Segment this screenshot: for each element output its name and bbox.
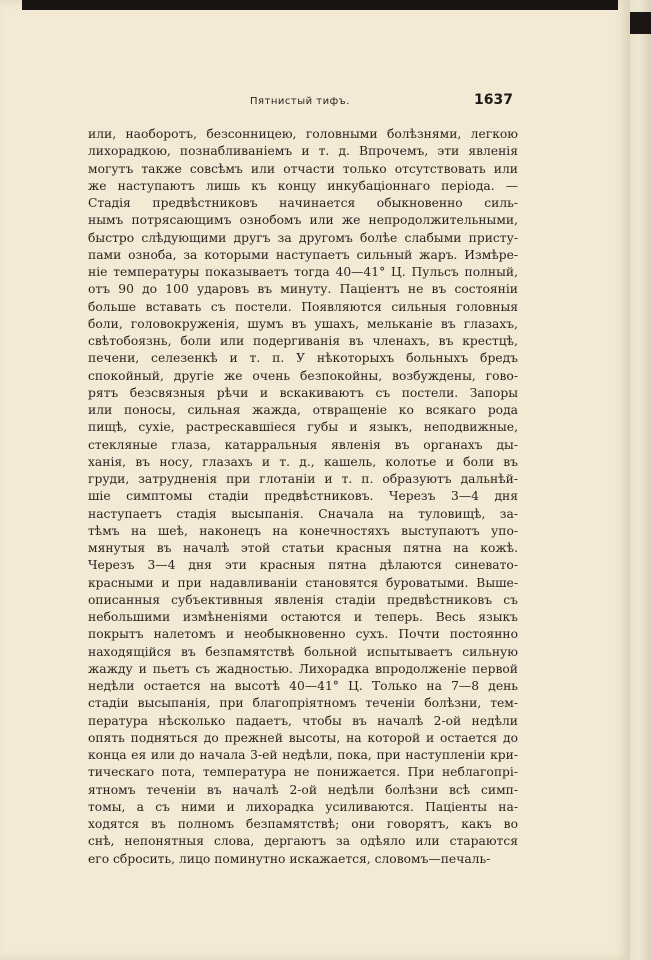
text-line: быстро слѣдующими другъ за другомъ болѣе слабыми присту-	[88, 230, 518, 245]
text-line: шіе симптомы стадіи предвѣстниковъ. Черезъ 3—4 дня	[88, 489, 518, 504]
text-line: небольшими измѣненіями остаются и теперь. Весь языкъ	[88, 610, 518, 624]
text-line: нымъ потрясающимъ ознобомъ или же непродолжительными,	[88, 213, 518, 228]
scan-top-shadow	[22, 0, 618, 10]
running-title: Пятнистый тифъ.	[250, 96, 350, 107]
text-line: тѣмъ на шеѣ, наконецъ на конечностяхъ выступаютъ упо-	[88, 523, 518, 538]
text-line: снѣ, непонятныя слова, дергаютъ за одѣяло или стараются	[88, 834, 518, 849]
text-line: свѣтобоязнь, боли или подергиванія въ членахъ, въ крестцѣ,	[88, 334, 518, 348]
text-line: стекляные глаза, катарральныя явленія въ органахъ ды-	[88, 437, 518, 452]
text-line: опять подняться до прежней высоты, на которой и остается до	[88, 730, 518, 745]
text-line: или поносы, сильная жажда, отвращеніе ко всякаго рода	[88, 403, 518, 417]
text-line: ятномъ теченіи въ началѣ 2-ой недѣли болѣзни всѣ симп-	[88, 782, 518, 797]
text-line: находящійся въ безпамятствѣ больной испытываетъ сильную	[88, 644, 518, 659]
body-text	[88, 126, 518, 868]
text-line: ханія, въ носу, глазахъ и т. д., кашель, колотье и боли въ	[88, 454, 518, 469]
text-line: красными и при надавливаніи становятся буроватыми. Выше-	[88, 575, 518, 590]
page-edge-strip	[630, 0, 651, 960]
text-line: же наступаютъ лишь къ концу инкубаціоннаго періода. —	[88, 178, 518, 193]
text-line: пищѣ, сухіе, растрескавшіеся губы и языкъ, неподвижные,	[88, 420, 518, 435]
text-line: груди, затрудненія при глотаніи и т. п. образуютъ дальнѣй-	[88, 472, 518, 486]
text-line: недѣли остается на высотѣ 40—41° Ц. Только на 7—8 день	[88, 679, 518, 693]
text-line: томы, а съ ними и лихорадка усиливаются. Паціенты на-	[88, 799, 518, 814]
text-line: рятъ безсвязныя рѣчи и вскакиваютъ съ постели. Запоры	[88, 385, 518, 400]
text-line: или, наоборотъ, безсонницею, головными болѣзнями, легкою	[88, 127, 518, 141]
text-line: ходятся въ полномъ безпамятствѣ; они говорятъ, какъ во	[88, 817, 518, 831]
text-line: мянутыя въ началѣ этой статьи красныя пятна на кожѣ.	[88, 541, 518, 555]
text-line: стадіи высыпанія, при благопріятномъ теченіи болѣзни, тем-	[88, 696, 518, 711]
text-line: печени, селезенкѣ и т. п. У нѣкоторыхъ больныхъ бредъ	[88, 351, 518, 366]
text-line: отъ 90 до 100 ударовъ въ минуту. Паціентъ не въ состояніи	[88, 282, 518, 297]
text-line: тическаго пота, температура не понижается. При неблагопрі-	[88, 765, 518, 780]
text-line: жажду и пьетъ съ жадностью. Лихорадка впродолженіе первой	[88, 661, 518, 676]
page-header	[0, 92, 630, 116]
text-line: покрытъ налетомъ и необыкновенно сухъ. Почти постоянно	[88, 627, 518, 642]
page-number: 1637	[474, 92, 513, 108]
text-line: ніе температуры показываетъ тогда 40—41° Ц. Пульсъ полный,	[88, 265, 518, 279]
text-line: спокойный, другіе же очень безпокойны, возбуждены, гово-	[88, 368, 518, 383]
text-line: конца ея или до начала 3-ей недѣли, пока, при наступленіи кри-	[88, 748, 518, 762]
text-line: лихорадкою, познабливаніемъ и т. д. Впрочемъ, эти явленія	[88, 144, 518, 159]
text-line: его сбросить, лицо поминутно искажается, словомъ—печаль-	[88, 851, 491, 866]
text-line: пами озноба, за которыми наступаетъ сильный жаръ. Измѣре-	[88, 247, 518, 262]
text-line: Черезъ 3—4 дня эти красныя пятна дѣлаются синевато-	[88, 558, 518, 573]
text-line: описанныя субъективныя явленія стадіи предвѣстниковъ съ	[88, 592, 518, 607]
text-line: боли, головокруженія, шумъ въ ушахъ, мельканіе въ глазахъ,	[88, 316, 518, 331]
text-line: пература нѣсколько падаетъ, чтобы въ началѣ 2-ой недѣли	[88, 713, 518, 728]
scan-edge-shadow	[630, 12, 651, 34]
text-line: Стадія предвѣстниковъ начинается обыкновенно силь-	[88, 196, 518, 210]
text-line: могутъ также совсѣмъ или отчасти только отсутствовать или	[88, 161, 518, 176]
text-line: наступаетъ стадія высыпанія. Сначала на туловищѣ, за-	[88, 506, 518, 521]
text-line: больше вставать съ постели. Появляются сильныя головныя	[88, 299, 518, 314]
